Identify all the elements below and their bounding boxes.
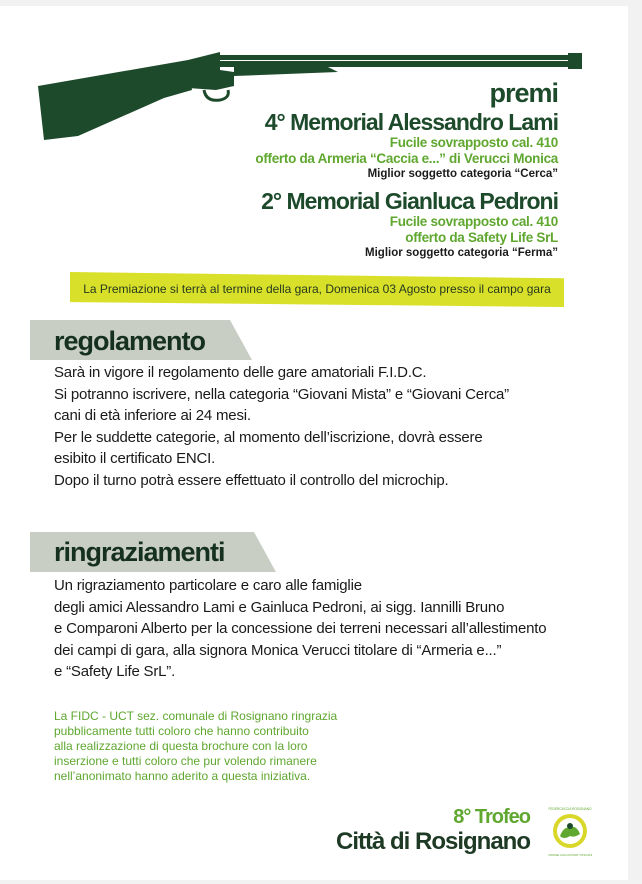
memorial-2-category: Miglior soggetto categoria “Ferma” xyxy=(365,247,558,259)
ringraziamenti-line: Un rigraziamento particolare e caro alle famiglie xyxy=(54,577,362,594)
ringraziamenti-title: ringraziamenti xyxy=(54,537,225,567)
regolamento-body xyxy=(54,362,509,491)
ringraziamenti-line: e Comparoni Alberto per la concessione dei terreni necessari all’allestimento xyxy=(54,620,547,637)
sponsor-thanks-line: pubblicamente tutti coloro che hanno contribuito xyxy=(54,724,309,738)
regolamento-line: Per le suddette categorie, al momento dell’iscrizione, dovrà essere xyxy=(54,428,483,446)
memorial-2-prize: Fucile sovrapposto cal. 410 xyxy=(389,214,558,229)
memorial-1-title: 4° Memorial Alessandro Lami xyxy=(264,109,558,135)
trophy-name: Città di Rosignano xyxy=(336,828,530,855)
regolamento-line: cani di età inferiore ai 24 mesi. xyxy=(54,407,251,424)
logo-text-top: FEDERCACCIA ROSIGNANO xyxy=(548,807,592,811)
memorial-2-sponsor: offerto da Safety Life SrL xyxy=(405,230,558,245)
page-frame-top xyxy=(0,0,642,6)
regolamento-line: Sarà in vigore il regolamento delle gare amatoriali F.I.D.C. xyxy=(54,364,427,381)
memorial-1-prize: Fucile sovrapposto cal. 410 xyxy=(389,135,558,150)
memorial-2-title: 2° Memorial Gianluca Pedroni xyxy=(261,188,558,214)
ringraziamenti-body xyxy=(54,575,546,683)
sponsor-thanks-line: inserzione e tutti coloro che pur volendo rimanere xyxy=(54,754,317,768)
trophy-edition: 8° Trofeo xyxy=(453,806,530,828)
ringraziamenti-line: dei campi di gara, alla signora Monica Verucci titolare di “Armeria e...” xyxy=(54,641,502,659)
memorial-1-sponsor: offerto da Armeria “Caccia e...” di Verucci Monica xyxy=(255,151,558,166)
page-frame-bottom xyxy=(0,880,642,884)
logo-text-bottom: UNIONE CACCIATORI TOSCANI xyxy=(548,853,592,857)
federcaccia-logo xyxy=(548,804,592,862)
ringraziamenti-line: degli amici Alessandro Lami e Gainluca Pedroni, ai sigg. Iannilli Bruno xyxy=(54,598,505,616)
page-frame-right xyxy=(628,0,642,884)
memorial-1-category: Miglior soggetto categoria “Cerca” xyxy=(367,168,558,180)
regolamento-line: esibito il certificato ENCI. xyxy=(54,450,216,467)
prizes-block xyxy=(255,78,558,260)
regolamento-line: Si potranno iscrivere, nella categoria “Giovani Mista” e “Giovani Cerca” xyxy=(54,385,509,403)
regolamento-line: Dopo il turno potrà essere effettuato il controllo del microchip. xyxy=(54,471,449,489)
trophy-title-block xyxy=(336,806,530,856)
sponsor-thanks-line: nell’anonimato hanno aderito a questa iniziativa. xyxy=(54,769,311,783)
sponsor-thanks-line: alla realizzazione di questa brochure con la loro xyxy=(54,739,308,753)
prizes-title: premi xyxy=(489,78,558,108)
sponsor-thanks-note xyxy=(54,709,337,784)
ringraziamenti-line: e “Safety Life SrL”. xyxy=(54,663,176,680)
award-banner-text: La Premiazione si terrà al termine della gara, Domenica 03 Agosto presso il campo gara xyxy=(83,282,551,296)
regolamento-title: regolamento xyxy=(54,326,206,356)
sponsor-thanks-line: La FIDC - UCT sez. comunale di Rosignano ringrazia xyxy=(54,709,338,723)
